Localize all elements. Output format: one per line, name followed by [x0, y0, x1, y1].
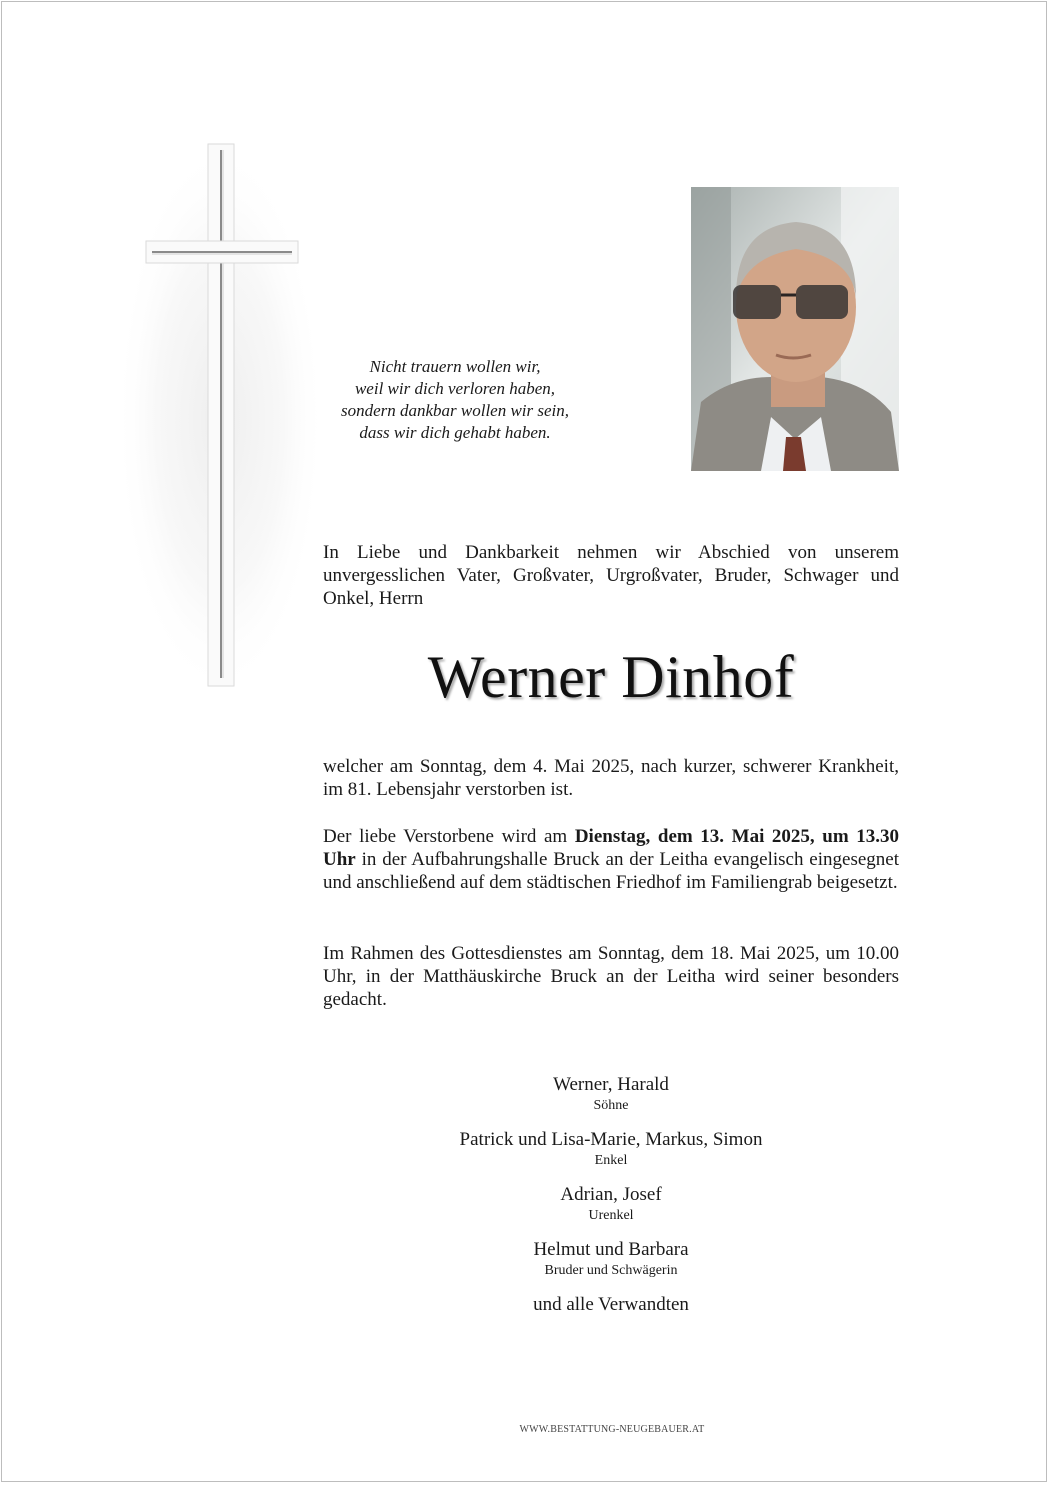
mourner-relation: Söhne	[593, 1098, 629, 1113]
funeral-date-time: Dienstag, dem 13. Mai 2025, um 13.30 Uhr	[323, 826, 900, 870]
funeral-text-before: Der liebe Verstorbene wird am	[323, 826, 575, 847]
quote-line: sondern dankbar wollen wir sein,	[340, 401, 570, 420]
mourner-names: Adrian, Josef	[560, 1184, 662, 1205]
intro-text: In Liebe und Dankbarkeit nehmen wir Abschied von unserem unvergesslichen Vater, Großvater, Urgroßvater, Bruder, Schwager und Onkel, Herrn	[323, 542, 899, 609]
death-notice: welcher am Sonntag, dem 4. Mai 2025, nach kurzer, schwerer Krankheit, im 81. Lebensjahr verstorben ist.	[323, 756, 899, 800]
mourner-relation: Bruder und Schwägerin	[544, 1263, 678, 1278]
quote-line: weil wir dich verloren haben,	[354, 379, 556, 398]
funeral-details	[323, 825, 899, 894]
mourner-relation: Enkel	[594, 1153, 628, 1168]
memorial-quote	[300, 356, 610, 444]
mourner-group	[323, 1127, 899, 1169]
footer-url[interactable]: WWW.BESTATTUNG-NEUGEBAUER.AT	[519, 1424, 705, 1435]
mourner-names: Werner, Harald	[553, 1074, 669, 1095]
mourner-group	[323, 1182, 899, 1224]
funeral-text-after: in der Aufbahrungshalle Bruck an der Leitha evangelisch eingesegnet und anschließend auf dem städtischen Friedhof im Familiengrab beigesetzt.	[323, 849, 899, 893]
mourner-names: Patrick und Lisa-Marie, Markus, Simon	[459, 1129, 763, 1150]
mourner-group	[323, 1237, 899, 1279]
mourner-group	[323, 1072, 899, 1114]
mourner-names: Helmut und Barbara	[533, 1239, 689, 1260]
quote-line: dass wir dich gehabt haben.	[359, 423, 551, 442]
deceased-name: Werner Dinhof	[427, 644, 795, 710]
memorial-service: Im Rahmen des Gottesdienstes am Sonntag, dem 18. Mai 2025, um 10.00 Uhr, in der Matthäuskirche Bruck an der Leitha wird seiner besonders gedacht.	[323, 943, 899, 1010]
cross-icon	[120, 130, 330, 710]
portrait-photo	[691, 187, 899, 471]
closing-line: und alle Verwandten	[533, 1294, 689, 1315]
mourner-relation: Urenkel	[588, 1208, 634, 1223]
quote-line: Nicht trauern wollen wir,	[369, 357, 541, 376]
mourners-list	[323, 1072, 899, 1317]
